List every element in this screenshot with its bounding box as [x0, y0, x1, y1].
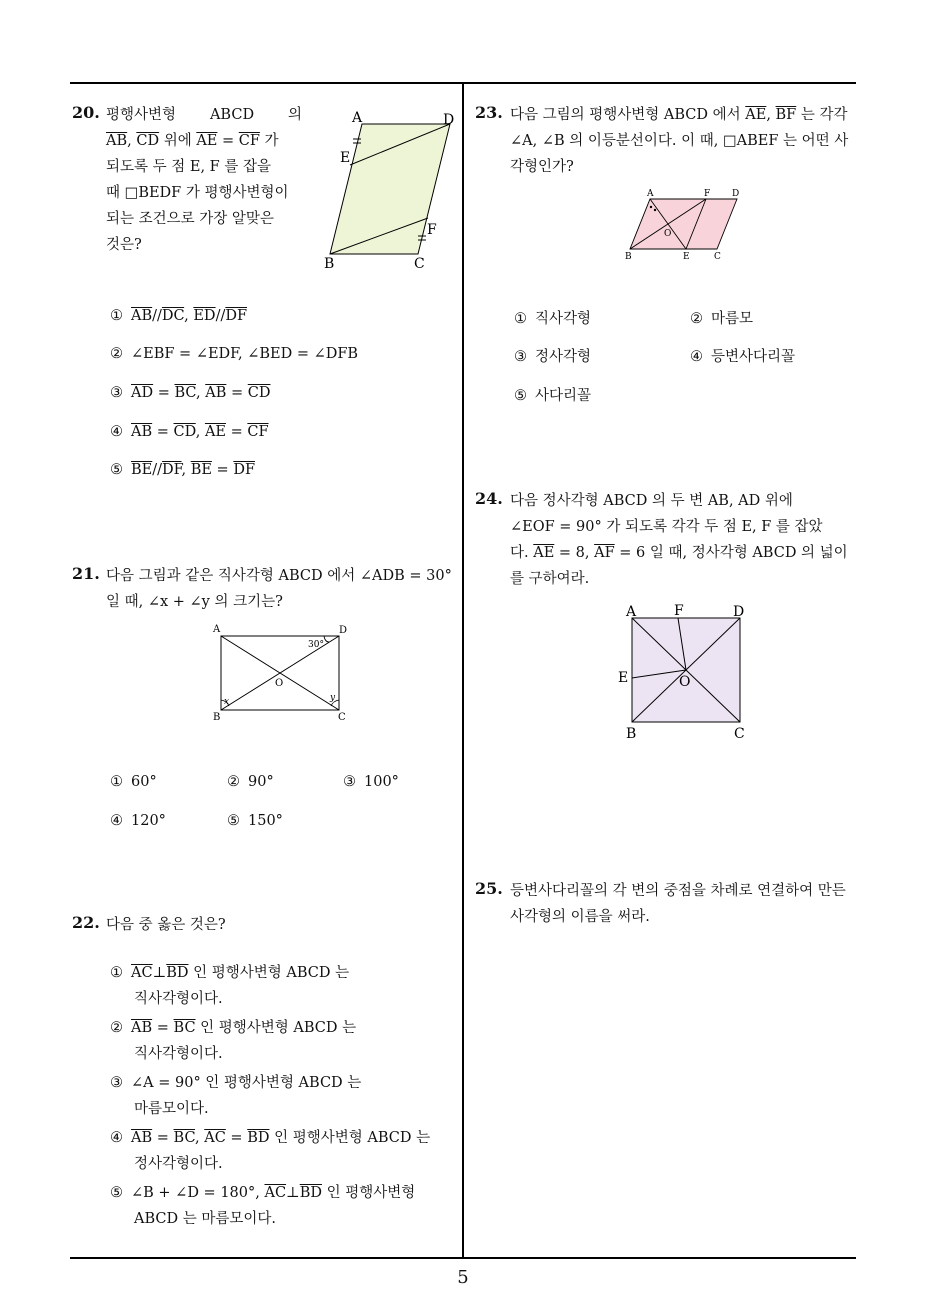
q23-line-2: ∠A, ∠B 의 이등분선이다. 이 때, □ABEF 는 어떤 사 [510, 133, 849, 149]
q23-line-1: 다음 그림의 평행사변형 ABCD 에서 $\overline{AE}$, $\overline{BF}$ 는 각각 [510, 107, 848, 123]
q23-angle-mark-a2 [654, 209, 656, 211]
q22-choice-3-text: ∠A = 90° 인 평행사변형 ABCD 는 [131, 1075, 362, 1091]
q23-text [510, 102, 860, 180]
q21-choice-3[interactable] [343, 771, 399, 793]
q24-label-o: O [679, 674, 691, 690]
q23-choice-2-text: 마름모 [711, 311, 754, 327]
q22-choice-2-line-1: ② $\overline{AB} = \overline{BC}$ 인 평행사변형 ABCD 는 [110, 1020, 357, 1036]
q20-label-a: A [352, 110, 363, 126]
q22-choice-3-line-2: 마름모이다. [134, 1101, 209, 1117]
q21-figure [206, 620, 362, 728]
q20-line-3: 되도록 두 점 E, F 를 잡을 [106, 159, 271, 175]
q21-choice-5[interactable] [227, 810, 283, 832]
q21-choice-3-mark: ③ [343, 774, 356, 790]
q20-choice-4[interactable]: ④ $\overline{AB} = \overline{CD}$, $\overline{AE} = \overline{CF}$ [110, 424, 269, 440]
q23-choice-5-mark: ⑤ [514, 388, 527, 404]
q23-figure [620, 186, 750, 264]
q24-text [510, 488, 860, 592]
q22-choice-3-mark: ③ [110, 1075, 123, 1091]
q24-line-3: 다. $\overline{AE} = 8$, $\overline{AF} = 6$ 일 때, 정사각형 ABCD 의 넓이 [510, 545, 848, 561]
q21-choice-1[interactable] [110, 771, 157, 793]
q22-title: 다음 중 옳은 것은? [106, 917, 226, 933]
q20-label-c: C [414, 256, 425, 272]
q20-choice-5[interactable]: ⑤ $\overline{BE}//\overline{DF}$, $\overline{BE} = \overline{DF}$ [110, 462, 255, 478]
q21-choice-4-text: 120° [131, 813, 166, 829]
q20-choice-3-mark: ③ [110, 385, 123, 401]
q21-label-o: O [275, 678, 284, 689]
q25-line-1: 등변사다리꼴의 각 변의 중점을 차례로 연결하여 만든 [510, 883, 846, 899]
q22-choice-3[interactable] [110, 1072, 361, 1120]
q22-choice-2[interactable] [110, 1017, 356, 1065]
q21-choice-3-text: 100° [364, 774, 399, 790]
q24-label-d: D [733, 604, 745, 620]
q20-line-4: 때 □BEDF 가 평행사변형이 [106, 185, 289, 201]
q21-choice-2-mark: ② [227, 774, 240, 790]
q22-choice-1-line-2: 직사각형이다. [134, 991, 223, 1007]
q21-text [106, 563, 456, 615]
q23-label-e: E [683, 252, 690, 262]
q21-arc-d [324, 636, 329, 642]
q24-figure [612, 598, 762, 744]
q21-choice-5-mark: ⑤ [227, 813, 240, 829]
q23-choice-1[interactable] [514, 308, 591, 330]
q20-line-1-b: ABCD [209, 107, 255, 123]
q20-choice-3[interactable]: ③ $\overline{AD} = \overline{BC}$, $\overline{AB} = \overline{CD}$ [110, 385, 271, 401]
q22-choice-4-line-2: 정사각형이다. [134, 1156, 223, 1172]
q23-label-a: A [647, 189, 654, 199]
q23-choice-3-mark: ③ [514, 349, 527, 365]
q21-choice-1-mark: ① [110, 774, 123, 790]
q23-choice-3-text: 정사각형 [535, 349, 592, 365]
q24-number: 24. [475, 489, 503, 508]
q21-label-a: A [213, 624, 221, 635]
q20-choice-2-mark: ② [110, 346, 123, 362]
q24-line-2: ∠EOF = 90° 가 되도록 각각 두 점 E, F 를 잡았 [510, 519, 823, 535]
q23-choice-4[interactable] [690, 346, 795, 368]
q21-label-d: D [339, 625, 348, 636]
q22-choice-5-mark: ⑤ [110, 1185, 123, 1201]
q20-line-1 [106, 102, 302, 128]
q21-choice-2-text: 90° [248, 774, 274, 790]
q23-number: 23. [475, 103, 503, 122]
q22-choice-5-line-2: ABCD 는 마름모이다. [134, 1211, 276, 1227]
q22-choice-1-mark: ① [110, 965, 123, 981]
q22-choice-1[interactable] [110, 962, 349, 1010]
q20-choice-4-mark: ④ [110, 424, 123, 440]
q21-line-2: 일 때, ∠x + ∠y 의 크기는? [106, 594, 283, 610]
q21-choice-5-text: 150° [248, 813, 283, 829]
q20-choice-2[interactable] [110, 343, 358, 365]
q23-label-c: C [714, 252, 721, 262]
q23-choice-2-mark: ② [690, 311, 703, 327]
page-number: 5 [457, 1267, 469, 1288]
q23-choice-5[interactable] [514, 385, 591, 407]
q21-choice-4[interactable] [110, 810, 166, 832]
q22-choice-2-mark: ② [110, 1020, 123, 1036]
q20-line-1-c: 의 [287, 107, 302, 123]
q21-label-y: y [330, 693, 336, 703]
q23-choice-2[interactable] [690, 308, 753, 330]
q24-line-1: 다음 정사각형 ABCD 의 두 변 AB, AD 위에 [510, 493, 793, 509]
q22-choice-5[interactable] [110, 1182, 415, 1230]
q21-choice-1-text: 60° [131, 774, 157, 790]
q23-angle-mark-a1 [650, 206, 652, 208]
q24-label-b: B [626, 726, 637, 742]
q22-choice-4[interactable] [110, 1127, 430, 1175]
q25-line-2: 사각형의 이름을 써라. [510, 909, 650, 925]
q23-line-3: 각형인가? [510, 159, 574, 175]
q23-label-f: F [704, 189, 711, 199]
q25-text [510, 878, 862, 930]
q20-number: 20. [72, 103, 100, 122]
q20-line-2: $\overline{AB}$, $\overline{CD}$ 위에 $\overline{AE} = \overline{CF}$ 가 [106, 133, 279, 149]
q20-label-e: E [340, 150, 351, 166]
q21-label-x: x [224, 697, 230, 707]
q22-choice-2-line-2: 직사각형이다. [134, 1046, 223, 1062]
q20-line-1-a: 평행사변형 [106, 107, 177, 123]
q20-choice-5-mark: ⑤ [110, 462, 123, 478]
q21-label-b: B [213, 712, 221, 723]
q21-number: 21. [72, 564, 100, 583]
q20-label-f: F [427, 222, 437, 238]
q23-choice-4-mark: ④ [690, 349, 703, 365]
q22-choice-4-line-1: ④ $\overline{AB} = \overline{BC}$, $\overline{AC} = \overline{BD}$ 인 평행사변형 ABCD 는 [110, 1130, 431, 1146]
q21-choice-2[interactable] [227, 771, 274, 793]
q23-choice-3[interactable] [514, 346, 591, 368]
q20-choice-1[interactable]: ① $\overline{AB}//\overline{DC}$, $\overline{ED}//\overline{DF}$ [110, 308, 248, 324]
q24-label-c: C [734, 726, 745, 742]
q22-number: 22. [72, 913, 100, 932]
q21-label-angle: 30° [308, 640, 324, 650]
q23-choice-4-text: 등변사다리꼴 [711, 349, 796, 365]
q23-choice-5-text: 사다리꼴 [535, 388, 592, 404]
q20-label-d: D [443, 112, 455, 128]
q20-text [106, 102, 302, 258]
q20-line-5: 되는 조건으로 가장 알맞은 [106, 211, 274, 227]
q20-label-b: B [324, 256, 335, 272]
q24-label-e: E [618, 670, 629, 686]
q22-choice-1-line-1: ① $\overline{AC}\perp\overline{BD}$ 인 평행사변형 ABCD 는 [110, 965, 350, 981]
q22-choice-3-line-1 [110, 1072, 361, 1094]
q23-choice-1-text: 직사각형 [535, 311, 592, 327]
q25-number: 25. [475, 879, 503, 898]
q22-choice-4-mark: ④ [110, 1130, 123, 1146]
q20-choice-2-text: ∠EBF = ∠EDF, ∠BED = ∠DFB [131, 346, 359, 362]
q23-label-b: B [625, 252, 632, 262]
q24-line-4: 를 구하여라. [510, 571, 590, 587]
q24-label-a: A [626, 604, 637, 620]
q20-line-6: 것은? [106, 237, 142, 253]
q24-label-f: F [674, 603, 684, 619]
q23-label-d: D [732, 189, 740, 199]
q22-choice-5-line-1: ⑤ ∠B + ∠D = 180°, $\overline{AC}\perp\overline{BD}$ 인 평행사변형 [110, 1185, 416, 1201]
q23-choice-1-mark: ① [514, 311, 527, 327]
q21-label-c: C [338, 712, 346, 723]
q21-choice-4-mark: ④ [110, 813, 123, 829]
q20-figure [318, 108, 463, 273]
q23-label-o: O [664, 229, 672, 239]
q20-choice-1-mark: ① [110, 308, 123, 324]
q23-parallelogram [630, 199, 737, 249]
q21-line-1: 다음 그림과 같은 직사각형 ABCD 에서 ∠ADB = 30° [106, 568, 452, 584]
